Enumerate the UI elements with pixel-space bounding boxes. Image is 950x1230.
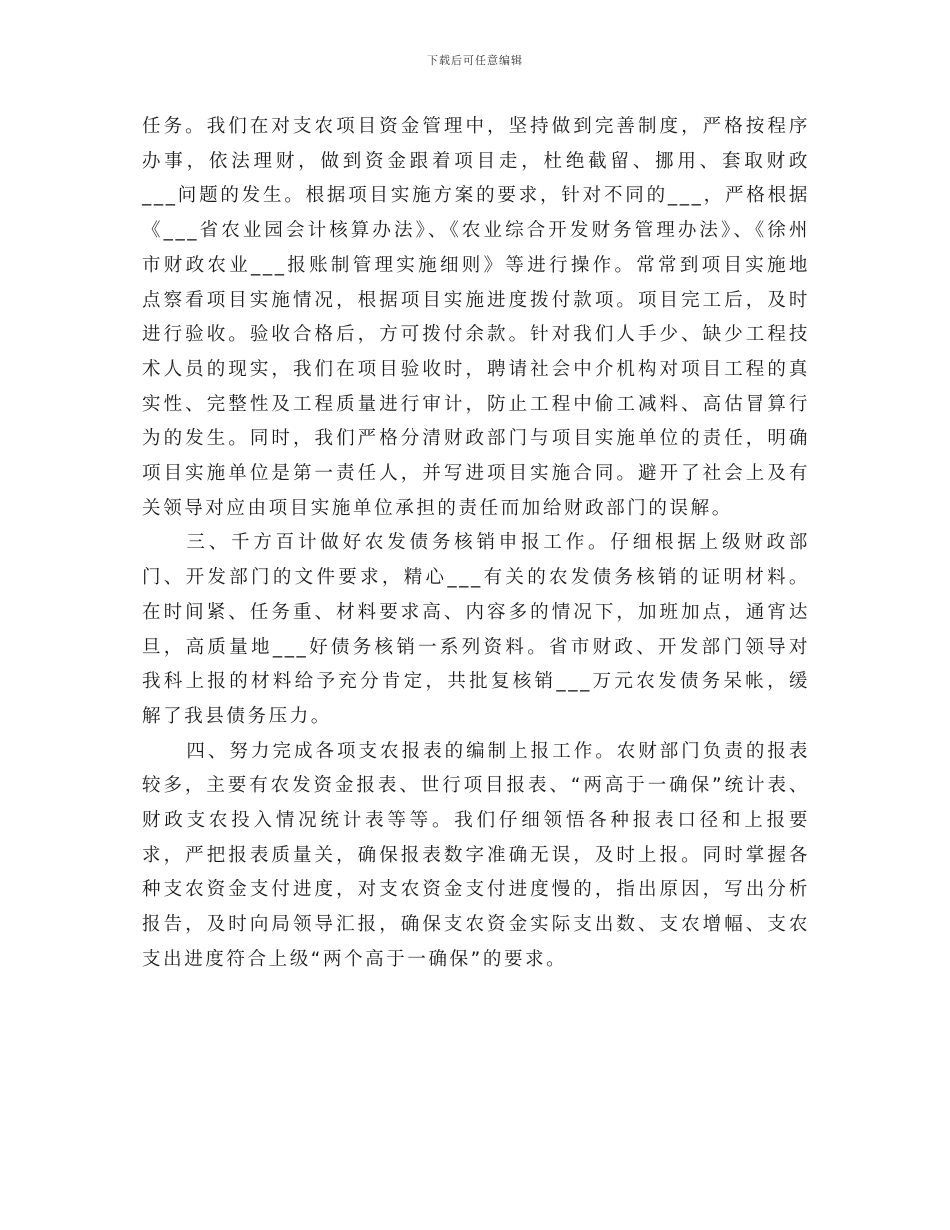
page-header: 下载后可任意编辑 <box>427 54 523 67</box>
document-body <box>142 110 810 978</box>
paragraph-debt-writeoff: 三、千方百计做好农发债务核销申报工作。仔细根据上级财政部门、开发部门的文件要求，精心___有关的农发债务核销的证明材料。在时间紧、任务重、材料要求高、内容多的情况下，加班加点，通宵达旦，高质量地___好债务核销一系列资料。省市财政、开发部门领导对我科上报的材料给予充分肯定，共批复核销___万元农发债务呆帐，缓解了我县债务压力。 <box>142 532 810 727</box>
paragraph-reports: 四、努力完成各项支农报表的编制上报工作。农财部门负责的报表较多，主要有农发资金报表、世行项目报表、“两高于一确保”统计表、财政支农投入情况统计表等等。我们仔细领悟各种报表口径和上报要求，严把报表质量关，确保报表数字准确无误，及时上报。同时掌握各种支农资金支付进度，对支农资金支付进度慢的，指出原因，写出分析报告，及时向局领导汇报，确保支农资金实际支出数、支农增幅、支农支出进度符合上级“两个高于一确保”的要求。 <box>142 740 810 970</box>
paragraph-continuation: 任务。我们在对支农项目资金管理中，坚持做到完善制度，严格按程序办事，依法理财，做到资金跟着项目走，杜绝截留、挪用、套取财政___问题的发生。根据项目实施方案的要求，针对不同的___，严格根据《___省农业园会计核算办法》、《农业综合开发财务管理办法》、《徐州市财政农业___报账制管理实施细则》等进行操作。常常到项目实施地点察看项目实施情况，根据项目实施进度拨付款项。项目完工后，及时进行验收。验收合格后，方可拨付余款。针对我们人手少、缺少工程技术人员的现实，我们在项目验收时，聘请社会中介机构对项目工程的真实性、完整性及工程质量进行审计，防止工程中偷工减料、高估冒算行为的发生。同时，我们严格分清财政部门与项目实施单位的责任，明确项目实施单位是第一责任人，并写进项目实施合同。避开了社会上及有关领导对应由项目实施单位承担的责任而加给财政部门的误解。 <box>142 116 810 519</box>
